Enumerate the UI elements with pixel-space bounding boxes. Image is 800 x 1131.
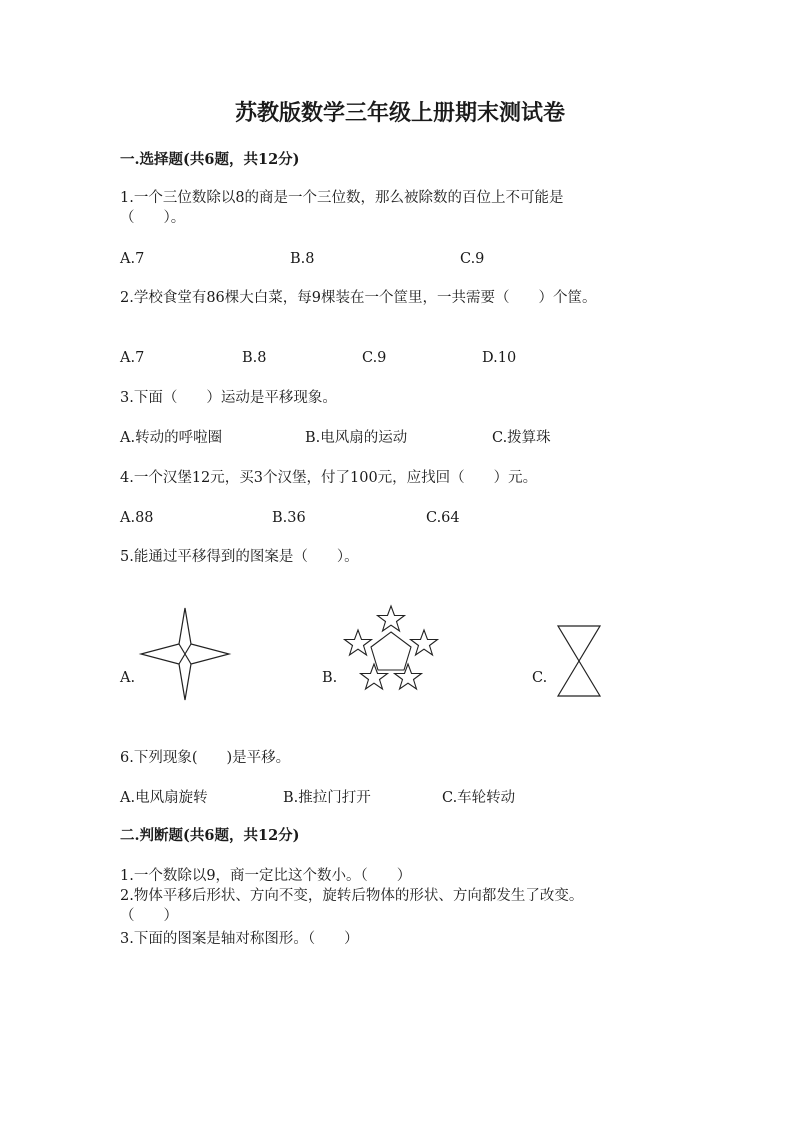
section-heading-choice: 一.选择题(共6题，共12分) — [120, 151, 300, 168]
question-5-option-a: A. — [120, 670, 136, 686]
section-heading-judgment: 二.判断题(共6题，共12分) — [120, 827, 300, 844]
judgment-3-text: 3.下面的图案是轴对称图形。（ ） — [120, 931, 359, 947]
question-4-option-b: B.36 — [272, 510, 306, 526]
question-6-text: 6.下列现象( )是平移。 — [120, 750, 291, 766]
question-2-option-a: A.7 — [120, 350, 145, 366]
question-2-option-c: C.9 — [362, 350, 387, 366]
five-stars-pentagon-figure — [340, 602, 442, 702]
question-3-text: 3.下面（ ）运动是平移现象。 — [120, 390, 337, 406]
question-4-text: 4.一个汉堡12元，买3个汉堡，付了100元，应找回（ ）元。 — [120, 470, 538, 486]
page-title: 苏教版数学三年级上册期末测试卷 — [234, 100, 565, 126]
judgment-2-text: 2.物体平移后形状、方向不变，旋转后物体的形状、方向都发生了改变。 — [120, 888, 584, 904]
question-6-option-a: A.电风扇旋转 — [120, 790, 208, 806]
question-6-option-b: B.推拉门打开 — [283, 790, 371, 806]
question-1-option-a: A.7 — [120, 251, 145, 267]
question-1-option-c: C.9 — [460, 251, 485, 267]
question-5-option-b: B. — [322, 670, 338, 686]
question-2-option-d: D.10 — [482, 350, 517, 366]
judgment-1-text: 1.一个数除以9，商一定比这个数小。（ ） — [120, 868, 412, 884]
question-1-text: 1.一个三位数除以8的商是一个三位数，那么被除数的百位上不可能是 — [120, 190, 564, 206]
question-4-option-c: C.64 — [426, 510, 460, 526]
four-point-star-figure — [135, 606, 235, 702]
question-2-option-b: B.8 — [242, 350, 267, 366]
question-3-option-c: C.拨算珠 — [492, 430, 551, 446]
question-1-text-cont: （ ）。 — [120, 210, 186, 226]
question-3-option-b: B.电风扇的运动 — [305, 430, 408, 446]
question-3-option-a: A.转动的呼啦圈 — [120, 430, 223, 446]
question-4-option-a: A.88 — [120, 510, 154, 526]
question-5-option-c: C. — [532, 670, 548, 686]
judgment-2-text-cont: （ ） — [120, 908, 178, 924]
question-1-option-b: B.8 — [290, 251, 315, 267]
hourglass-triangles-figure — [556, 624, 602, 698]
question-2-text: 2.学校食堂有86棵大白菜，每9棵装在一个筐里，一共需要（ ）个筐。 — [120, 290, 597, 306]
question-5-text: 5.能通过平移得到的图案是（ ）。 — [120, 549, 359, 565]
question-6-option-c: C.车轮转动 — [442, 790, 516, 806]
